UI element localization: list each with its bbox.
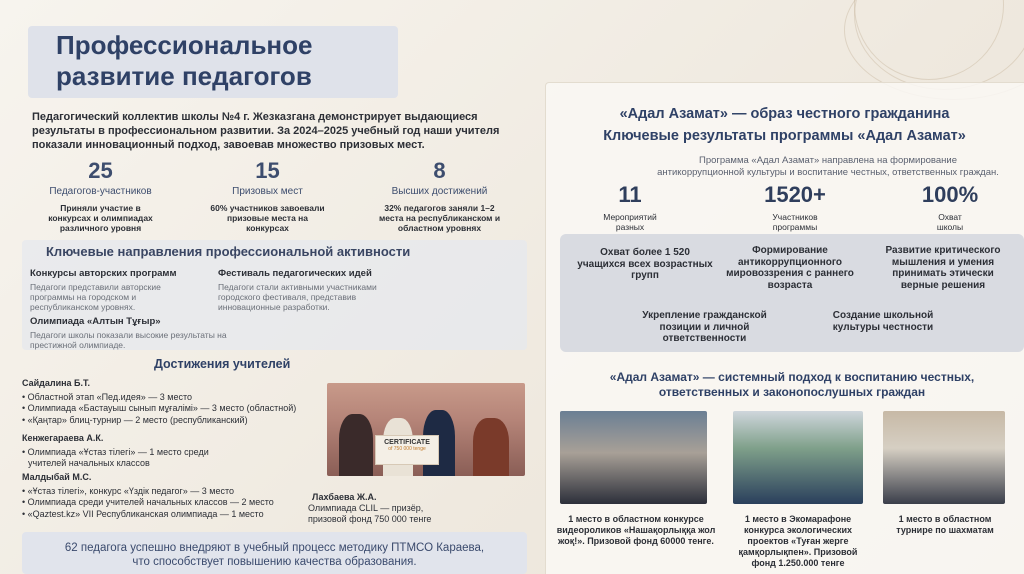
- result-item: Развитие критического мышления и умения принимать этически верные решения: [885, 245, 1001, 291]
- result-item: Охват более 1 520 учащихся всех возрастных групп: [577, 247, 713, 281]
- stat-label: Охват школы: [936, 212, 964, 232]
- system-approach-title: [560, 370, 1024, 400]
- program-description-line: антикоррупционной культуры и воспитание честных, ответственных граждан.: [657, 167, 999, 178]
- teachers-award-photo: [327, 383, 525, 476]
- teacher-name: Малдыбай М.С.: [22, 472, 92, 482]
- direction-text: Педагоги школы показали высокие результаты на престижной олимпиаде.: [30, 330, 227, 350]
- photo-caption: 1 место в Экомарафоне конкурса экологических проектов «Туған жерге қамқорлықпен». Призовой фонд 1.250.000 тенге: [738, 514, 858, 568]
- bottom-note-text: 62 педагога успешно внедряют в учебный процесс методику ПТМСО Караева, что способствует повышению качества образования.: [64, 542, 485, 568]
- photo-person: [473, 418, 509, 476]
- laxbaeva-block: [308, 492, 431, 525]
- teacher-line: • «Qaztest.kz» VII Республиканская олимпиада — 1 место: [22, 508, 264, 519]
- certificate-subtitle: of 750 000 tenge: [388, 446, 426, 452]
- result-item: Создание школьной культуры честности: [832, 310, 934, 333]
- direction-text: Педагоги стали активными участниками городского фестиваля, представив инновационные разработки.: [218, 282, 377, 312]
- teacher-block: [22, 472, 274, 520]
- stat-label: Педагогов-участников: [49, 186, 152, 197]
- stat-participants: [28, 158, 173, 233]
- system-approach-text: «Адал Азамат» — системный подход к воспитанию честных, ответственных и законопослушных граждан: [609, 370, 975, 399]
- photo-caption: 1 место в областном турнире по шахматам: [896, 514, 994, 535]
- direction-heading: Конкурсы авторских программ: [30, 268, 177, 279]
- stat-value: 11: [618, 182, 642, 207]
- teacher-line: • «Қаңтар» блиц-турнир — 2 место (республиканский): [22, 414, 248, 425]
- title-banner: [28, 26, 398, 98]
- event-photo-eco-marathon: [733, 411, 863, 504]
- program-description: [632, 155, 1024, 179]
- teacher-line: • Олимпиада среди учителей начальных классов — 2 место: [22, 497, 274, 507]
- event-photo-chess-tournament: [883, 411, 1005, 504]
- teacher-name: Лахбаева Ж.А.: [312, 492, 377, 502]
- teacher-line: Олимпиада CLIL — призёр,: [308, 503, 424, 513]
- photo-person: [339, 414, 373, 476]
- stat-label: Призовых мест: [232, 186, 303, 197]
- direction-heading: Фестиваль педагогических идей: [218, 268, 372, 279]
- stat-value: 25: [88, 158, 113, 183]
- direction-heading: Олимпиада «Алтын Тұғыр»: [30, 316, 161, 327]
- direction-item: [30, 316, 240, 350]
- teacher-line: • «Ұстаз тілегі», конкурс «Үздік педагог» — 3 место: [22, 485, 235, 496]
- bottom-note: [22, 532, 527, 574]
- teacher-block: [22, 433, 209, 470]
- stat-label: Высших достижений: [391, 186, 488, 197]
- stat-desc: 32% педагогов заняли 1–2 места на республиканском и областном уровнях: [378, 203, 501, 233]
- stat-value: 100%: [921, 182, 979, 207]
- stat-value: 15: [255, 158, 280, 183]
- teacher-line: учителей начальных классов: [28, 458, 150, 468]
- program-stat-participants: [745, 182, 845, 232]
- direction-item: [30, 268, 205, 312]
- stat-value: 8: [433, 158, 446, 183]
- result-item: Укрепление гражданской позиции и личной ответственности: [642, 310, 767, 344]
- directions-title: Ключевые направления профессиональной активности: [46, 244, 411, 259]
- teacher-name: Кенжегараева А.К.: [22, 433, 104, 443]
- stat-top-achievements: [362, 158, 517, 233]
- teacher-line: • Областной этап «Пед.идея» — 3 место: [22, 391, 193, 402]
- stat-value: 1520+: [764, 182, 826, 207]
- event-photo-video-contest: [560, 411, 707, 504]
- intro-paragraph: Педагогический коллектив школы №4 г. Жезказгана демонстрирует выдающиеся результаты в профессиональном развитии. За 2024–2025 учебный год наши учителя показали инновационный подход, завоевав множество призовых мест.: [32, 111, 500, 151]
- teacher-line: • Олимпиада «Бастауыш сынып мұғалімі» — 3 место (областной): [22, 403, 297, 413]
- teacher-line: призовой фонд 750 000 тенге: [308, 514, 432, 524]
- teacher-name: Сайдалина Б.Т.: [22, 378, 91, 388]
- photo-caption: 1 место в областном конкурсе видеороликов «Нашақорлыққа жол жоқ!». Призовой фонд 60000 тенге.: [556, 514, 716, 546]
- teacher-block: [22, 378, 296, 426]
- stat-prizes: [195, 158, 340, 233]
- stat-label: Участников программы: [772, 212, 818, 232]
- program-stat-events: [585, 182, 675, 232]
- program-title: «Адал Азамат» — образ честного гражданина: [619, 106, 950, 122]
- stat-desc: 60% участников завоевали призовые места на конкурсах: [210, 203, 325, 233]
- program-stat-coverage: [905, 182, 995, 232]
- page-title: Профессиональное развитие педагогов: [56, 30, 313, 91]
- stat-label: Мероприятий разных: [603, 212, 657, 232]
- teacher-line: • Олимпиада «Ұстаз тілегі» — 1 место среди: [22, 446, 209, 457]
- certificate-board: [375, 435, 439, 465]
- achievements-title: Достижения учителей: [154, 357, 291, 371]
- program-description-line: Программа «Адал Азамат» направлена на формирование: [699, 155, 957, 166]
- result-item: Формирование антикоррупционного мировоззрения с раннего возраста: [726, 245, 854, 291]
- stat-desc: Приняли участие в конкурсах и олимпиадах различного уровня: [48, 203, 153, 233]
- direction-item: [218, 268, 403, 312]
- direction-text: Педагоги представили авторские программы на городском и республиканском уровнях.: [30, 282, 161, 312]
- program-subtitle: Ключевые результаты программы «Адал Азамат»: [603, 128, 966, 144]
- certificate-title: CERTIFICATE: [384, 439, 430, 446]
